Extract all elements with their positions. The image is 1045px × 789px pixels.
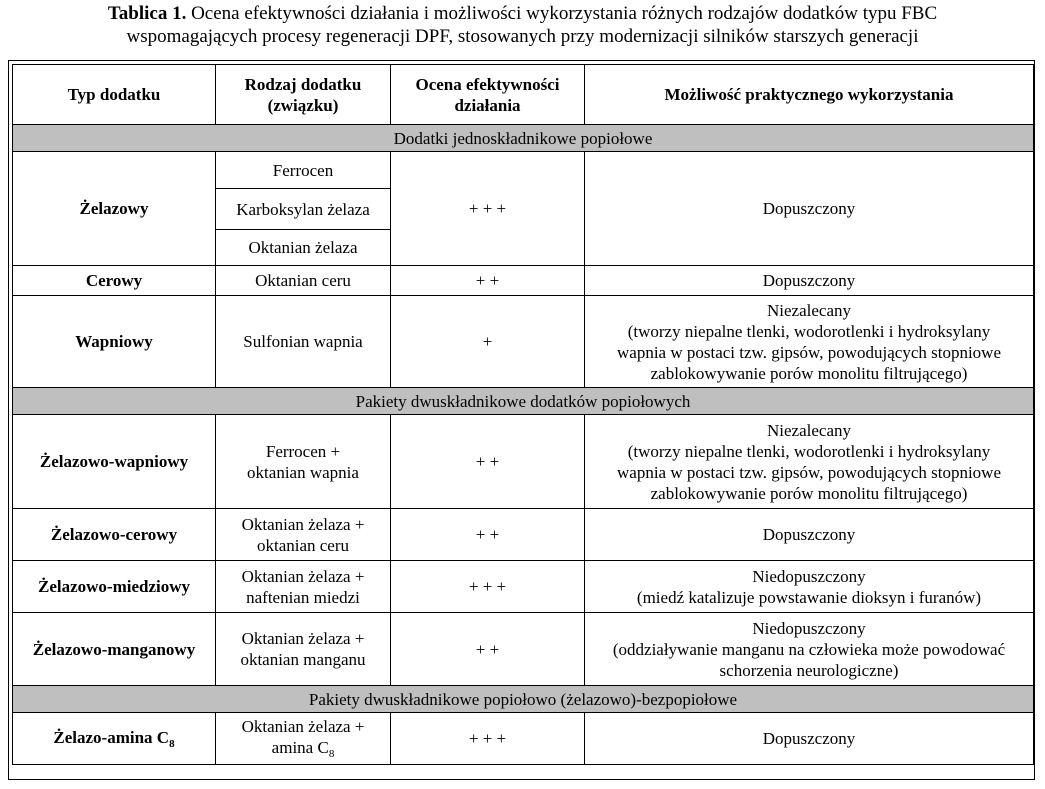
row-kind bbox=[216, 561, 391, 613]
table-caption bbox=[0, 2, 1045, 48]
table-row bbox=[13, 296, 1034, 388]
section-row bbox=[13, 686, 1034, 713]
usage-line: wapnia w postaci tzw. gipsów, powodujących stopniowe bbox=[617, 342, 1001, 362]
row-rating: + + bbox=[391, 613, 585, 686]
kind-line: Oktanian żelaza + bbox=[241, 717, 365, 736]
row-usage bbox=[585, 561, 1034, 613]
kind-line: Oktanian żelaza + bbox=[241, 629, 365, 648]
row-type: Żelazowy bbox=[13, 152, 216, 266]
kind-line bbox=[220, 737, 386, 761]
row-rating: + + bbox=[391, 415, 585, 509]
row-usage: Dopuszczony bbox=[585, 509, 1034, 561]
kind-text: amina C bbox=[271, 738, 329, 757]
usage-line: (miedź katalizuje powstawanie dioksyn i furanów) bbox=[636, 587, 982, 607]
usage-line: Niezalecany bbox=[767, 300, 851, 320]
table-row bbox=[13, 415, 1034, 509]
kind-subscript: 8 bbox=[328, 748, 335, 760]
table-row bbox=[13, 613, 1034, 686]
kind-line: oktanian ceru bbox=[256, 535, 350, 555]
row-rating: + + bbox=[391, 509, 585, 561]
row-type bbox=[13, 713, 216, 765]
row-kind: Sulfonian wapnia bbox=[216, 296, 391, 388]
caption-line-2: wspomagających procesy regeneracji DPF, stosowanych przy modernizacji silników starszych generacji bbox=[126, 26, 919, 47]
section-title: Dodatki jednoskładnikowe popiołowe bbox=[13, 125, 1034, 152]
section-row bbox=[13, 125, 1034, 152]
caption-line-1 bbox=[0, 2, 1045, 25]
additives-table bbox=[12, 64, 1034, 765]
row-type: Żelazowo-cerowy bbox=[13, 509, 216, 561]
kind-line: oktanian wapnia bbox=[247, 462, 359, 482]
row-kind: Ferrocen bbox=[216, 152, 391, 189]
row-usage bbox=[585, 415, 1034, 509]
header-kind-line1: Rodzaj dodatku bbox=[244, 74, 362, 94]
section-row bbox=[13, 388, 1034, 415]
row-type: Żelazowo-miedziowy bbox=[13, 561, 216, 613]
row-usage: Dopuszczony bbox=[585, 713, 1034, 765]
row-usage: Dopuszczony bbox=[585, 266, 1034, 296]
kind-line: oktanian manganu bbox=[240, 650, 366, 669]
row-kind bbox=[216, 613, 391, 686]
row-usage: Dopuszczony bbox=[585, 152, 1034, 266]
header-rating-line1: Ocena efektywności bbox=[415, 74, 560, 94]
header-kind-line2: (związku) bbox=[267, 95, 339, 115]
row-rating: + bbox=[391, 296, 585, 388]
table-row bbox=[13, 713, 1034, 765]
header-row bbox=[13, 65, 1034, 125]
row-kind: Karboksylan żelaza bbox=[216, 189, 391, 230]
usage-line: zablokowywanie porów monolitu filtrującego) bbox=[650, 483, 968, 503]
type-subscript: 8 bbox=[169, 737, 175, 750]
usage-line: wapnia w postaci tzw. gipsów, powodujących stopniowe bbox=[617, 462, 1001, 482]
usage-line: Niezalecany bbox=[767, 420, 851, 440]
header-type: Typ dodatku bbox=[13, 65, 216, 125]
row-rating: + + bbox=[391, 266, 585, 296]
row-type: Żelazowo-manganowy bbox=[13, 613, 216, 686]
row-type: Wapniowy bbox=[13, 296, 216, 388]
row-rating: + + + bbox=[391, 713, 585, 765]
usage-line: Niedopuszczony bbox=[752, 566, 866, 586]
row-kind: Oktanian żelaza bbox=[216, 230, 391, 266]
section-title: Pakiety dwuskładnikowe dodatków popiołowych bbox=[13, 388, 1034, 415]
caption-text-1: Ocena efektywności działania i możliwości wykorzystania różnych rodzajów dodatków typu FBC bbox=[191, 3, 938, 24]
row-kind bbox=[216, 713, 391, 765]
row-kind bbox=[216, 509, 391, 561]
row-rating: + + + bbox=[391, 152, 585, 266]
kind-line: Ferrocen + bbox=[265, 441, 341, 461]
type-text: Żelazo-amina C bbox=[53, 727, 170, 747]
row-kind bbox=[216, 415, 391, 509]
table-row bbox=[13, 152, 1034, 189]
row-rating: + + + bbox=[391, 561, 585, 613]
usage-line: (tworzy niepalne tlenki, wodorotlenki i hydroksylany bbox=[627, 441, 991, 461]
header-rating-line2: działania bbox=[454, 95, 521, 115]
table-row bbox=[13, 509, 1034, 561]
usage-line: Niedopuszczony bbox=[752, 618, 866, 638]
row-type: Żelazowo-wapniowy bbox=[13, 415, 216, 509]
table-row bbox=[13, 266, 1034, 296]
header-usage: Możliwość praktycznego wykorzystania bbox=[585, 65, 1034, 125]
usage-line: zablokowywanie porów monolitu filtrującego) bbox=[650, 363, 968, 383]
row-type: Cerowy bbox=[13, 266, 216, 296]
usage-line: schorzenia neurologiczne) bbox=[719, 660, 899, 680]
table-row bbox=[13, 561, 1034, 613]
caption-label: Tablica 1. bbox=[107, 3, 187, 24]
header-kind bbox=[216, 65, 391, 125]
usage-line: (oddziaływanie manganu na człowieka może powodować bbox=[612, 639, 1006, 659]
kind-line: Oktanian żelaza + bbox=[241, 514, 365, 534]
header-rating bbox=[391, 65, 585, 125]
kind-line: naftenian miedzi bbox=[246, 587, 360, 607]
row-usage bbox=[585, 613, 1034, 686]
usage-line: (tworzy niepalne tlenki, wodorotlenki i hydroksylany bbox=[627, 321, 991, 341]
row-kind: Oktanian ceru bbox=[216, 266, 391, 296]
section-title: Pakiety dwuskładnikowe popiołowo (żelazowo)-bezpopiołowe bbox=[13, 686, 1034, 713]
kind-line: Oktanian żelaza + bbox=[241, 566, 365, 586]
row-usage bbox=[585, 296, 1034, 388]
